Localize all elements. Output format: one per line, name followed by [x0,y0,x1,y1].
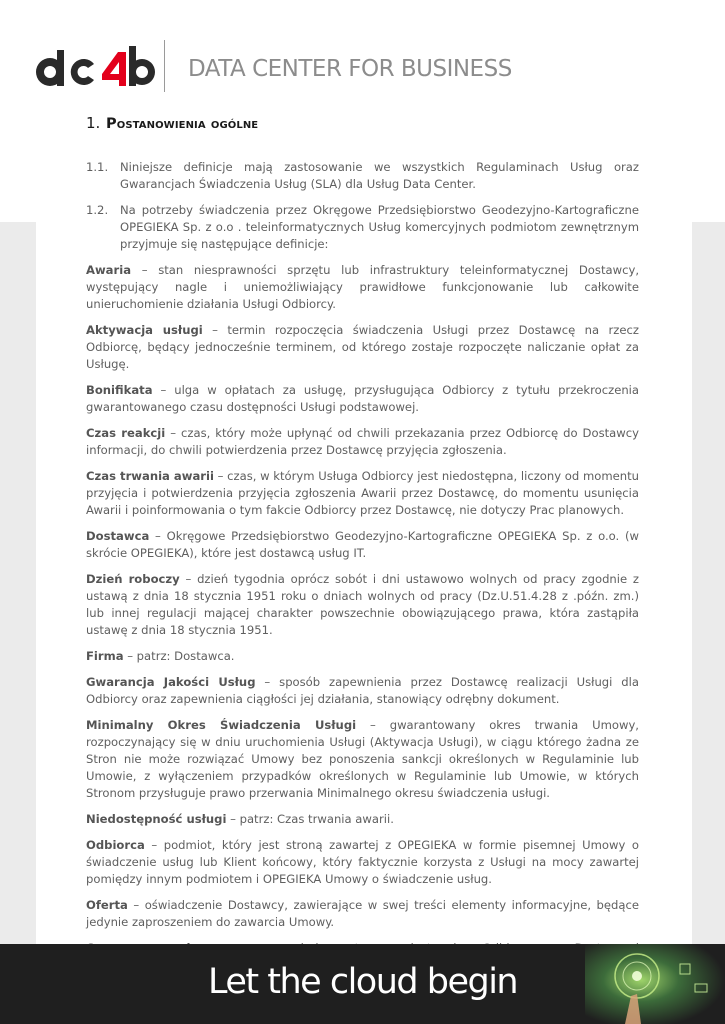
item-text: Na potrzeby świadczenia przez Okręgowe Przedsiębiorstwo Geodezyjno-Kartograficzne OPEGIEKA Sp. z o.o . teleinformatycznych Usług komercyjnych podmiotom zewnętrznym przyjmuje się następujące definicje: [120,203,639,251]
section-title: Postanowienia ogólne [106,116,259,132]
definition-text: – ulga w opłatach za usługę, przysługująca Odbiorcy z tytułu przekroczenia gwarantowanego czasu dostępności Usługi podstawowej. [86,383,639,414]
definition-term: Czas trwania awarii [86,469,214,483]
definition-entry [86,897,639,931]
logo-divider [164,40,165,92]
definition-text: – patrz: Dostawca. [123,649,235,663]
item-number: 1.1. [86,160,109,174]
right-side-bar [692,222,725,944]
definition-entry [86,674,639,708]
definition-entry [86,262,639,313]
definition-text: – Okręgowe Przedsiębiorstwo Geodezyjno-Kartograficzne OPEGIEKA Sp. z o.o. (w skrócie OPEGIEKA), które jest dostawcą usług IT. [86,529,639,560]
definition-term: Oferta [86,898,128,912]
numbered-item [86,159,639,193]
left-side-bar [0,222,36,944]
page-header [32,38,712,98]
definition-text: – sposób zapewnienia przez Dostawcę realizacji Usługi dla Odbiorcy oraz zapewnienia ciągłości jej działania, stanowiący odrębny dokument. [86,675,639,706]
numbered-item [86,202,639,253]
definition-text: – podmiot, który jest stroną zawartej z OPEGIEKA w formie pisemnej Umowy o świadczenie usług lub Klient końcowy, który faktycznie korzysta z Usługi na mocy zawartej pomiędzy innym podmiotem i OPEGIEKA Umowy o świadczenie usług. [86,838,639,886]
definition-term: Aktywacja usługi [86,323,203,337]
definition-term: Dostawca [86,529,150,543]
definitions-list [86,262,639,974]
definition-entry [86,571,639,639]
definition-text: – gwarantowany okres trwania Umowy, rozpoczynający się w dniu uruchomienia Usługi (Aktywacja Usługi), w ciągu którego żadna ze Stron nie może rozwiązać Umowy bez ponoszenia sankcji określonych w Regulaminie lub Umowie, z wyłączeniem przypadków określonych w Regulaminie lub Umowie, w których Stronom przysługuje prawo przerwania Minimalnego okresu świadczenia usługi. [86,718,639,800]
definition-entry [86,648,639,665]
definition-term: Bonifikata [86,383,153,397]
definition-term: Minimalny Okres Świadczenia Usługi [86,718,357,732]
footer-slogan: Let the cloud begin [208,962,518,1002]
dc4b-logo [32,38,156,94]
definition-entry [86,837,639,888]
numbered-list [86,159,639,253]
section-number: 1. [86,114,101,132]
section-heading [86,115,639,133]
item-number: 1.2. [86,203,109,217]
definition-text: – stan niesprawności sprzętu lub infrastruktury teleinformatycznej Dostawcy, występujący nagle i uniemożliwiający prawidłowe funkcjonowanie lub całkowite unieruchomienie działania Usługi Odbiorcy. [86,263,639,311]
definition-text: – dzień tygodnia oprócz sobót i dni ustawowo wolnych od pracy zgodnie z ustawą z dnia 18 stycznia 1951 roku o dniach wolnych od pracy (Dz.U.51.4.28 z .późn. zm.) lub innej regulacji mającej charakter powszechnie obowiązującego prawa, która zastąpiła ustawę z dnia 18 stycznia 1951. [86,572,639,637]
definition-entry [86,811,639,828]
definition-text: – czas, w którym Usługa Odbiorcy jest niedostępna, liczony od momentu przyjęcia i potwierdzenia przyjęcia zgłoszenia Awarii przez Dostawcę, do momentu usunięcia Awarii i poinformowania o tym fakcie Odbiorcy przez Dostawcę, nie dotyczy Prac planowych. [86,469,640,517]
definition-text: – termin rozpoczęcia świadczenia Usługi przez Dostawcę na rzecz Odbiorcę, będący jednocześnie terminem, od którego zostaje rozpoczęte naliczanie opłat za Usługę. [86,323,639,371]
definition-term: Niedostępność usługi [86,812,227,826]
definition-term: Czas reakcji [86,426,166,440]
definition-term: Odbiorca [86,838,145,852]
cloud-tech-illustration [585,944,725,1024]
definition-entry [86,528,639,562]
page-footer [0,944,725,1024]
definition-text: – patrz: Czas trwania awarii. [226,812,394,826]
definition-entry [86,717,639,802]
definition-term: Firma [86,649,124,663]
definition-term: Dzień roboczy [86,572,180,586]
brand-tagline: DATA CENTER FOR BUSINESS [188,56,512,82]
definition-term: Gwarancja Jakości Usług [86,675,256,689]
document-body [86,115,639,983]
item-text: Niniejsze definicje mają zastosowanie we wszystkich Regulaminach Usług oraz Gwarancjach Świadczenia Usług (SLA) dla Usług Data Center. [120,160,639,191]
definition-text: – czas, który może upłynąć od chwili przekazania przez Odbiorcę do Dostawcy informacji, do chwili potwierdzenia przez Dostawcę przyjęcia zgłoszenia. [86,426,639,457]
definition-entry [86,468,639,519]
definition-entry [86,425,639,459]
definition-text: – oświadczenie Dostawcy, zawierające w swej treści elementy informacyjne, będące jedynie zaproszeniem do zawarcia Umowy. [86,898,639,929]
definition-term: Awaria [86,263,132,277]
definition-entry [86,382,639,416]
definition-entry [86,322,639,373]
